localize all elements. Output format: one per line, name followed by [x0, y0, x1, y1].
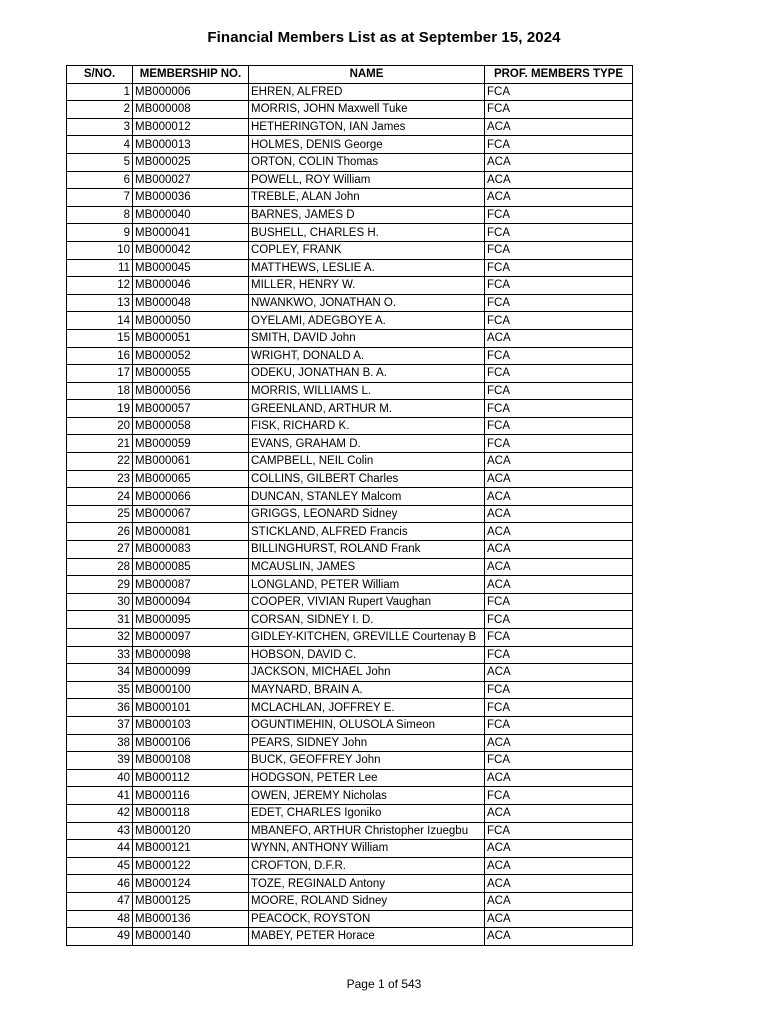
row-membership-no: MB000006 — [133, 83, 249, 101]
table-row — [67, 382, 633, 400]
row-sno: 1 — [67, 83, 133, 101]
table-row — [67, 171, 633, 189]
row-name: CAMPBELL, NEIL Colin — [249, 453, 485, 471]
table-row — [67, 153, 633, 171]
row-membership-no: MB000008 — [133, 101, 249, 119]
table-row — [67, 470, 633, 488]
row-membership-no: MB000025 — [133, 153, 249, 171]
row-members-type: ACA — [485, 928, 633, 946]
row-membership-no: MB000041 — [133, 224, 249, 242]
row-sno: 36 — [67, 699, 133, 717]
row-name: EHREN, ALFRED — [249, 83, 485, 101]
table-row — [67, 681, 633, 699]
table-row — [67, 241, 633, 259]
row-name: GIDLEY-KITCHEN, GREVILLE Courtenay B — [249, 629, 485, 647]
row-name: STICKLAND, ALFRED Francis — [249, 523, 485, 541]
table-row — [67, 875, 633, 893]
table-row — [67, 136, 633, 154]
header-sno: S/NO. — [67, 66, 133, 84]
row-members-type: FCA — [485, 629, 633, 647]
row-name: OGUNTIMEHIN, OLUSOLA Simeon — [249, 716, 485, 734]
table-row — [67, 558, 633, 576]
row-sno: 38 — [67, 734, 133, 752]
table-row — [67, 101, 633, 119]
row-sno: 4 — [67, 136, 133, 154]
table-row — [67, 488, 633, 506]
row-sno: 30 — [67, 593, 133, 611]
table-row — [67, 83, 633, 101]
row-name: NWANKWO, JONATHAN O. — [249, 294, 485, 312]
row-sno: 3 — [67, 118, 133, 136]
table-row — [67, 593, 633, 611]
table-row — [67, 611, 633, 629]
row-members-type: FCA — [485, 241, 633, 259]
row-sno: 26 — [67, 523, 133, 541]
row-membership-no: MB000108 — [133, 752, 249, 770]
row-members-type: FCA — [485, 312, 633, 330]
row-name: SMITH, DAVID John — [249, 329, 485, 347]
row-sno: 27 — [67, 541, 133, 559]
row-sno: 18 — [67, 382, 133, 400]
row-name: OYELAMI, ADEGBOYE A. — [249, 312, 485, 330]
row-name: PEARS, SIDNEY John — [249, 734, 485, 752]
row-members-type: FCA — [485, 646, 633, 664]
row-membership-no: MB000099 — [133, 664, 249, 682]
table-row — [67, 417, 633, 435]
row-name: BUCK, GEOFFREY John — [249, 752, 485, 770]
row-sno: 33 — [67, 646, 133, 664]
row-name: MAYNARD, BRAIN A. — [249, 681, 485, 699]
row-membership-no: MB000136 — [133, 910, 249, 928]
table-row — [67, 224, 633, 242]
row-members-type: FCA — [485, 417, 633, 435]
table-row — [67, 646, 633, 664]
table-row — [67, 892, 633, 910]
row-members-type: ACA — [485, 470, 633, 488]
row-membership-no: MB000103 — [133, 716, 249, 734]
row-members-type: ACA — [485, 892, 633, 910]
row-membership-no: MB000045 — [133, 259, 249, 277]
row-members-type: FCA — [485, 294, 633, 312]
row-sno: 45 — [67, 857, 133, 875]
row-membership-no: MB000052 — [133, 347, 249, 365]
row-name: BILLINGHURST, ROLAND Frank — [249, 541, 485, 559]
table-row — [67, 329, 633, 347]
row-name: TREBLE, ALAN John — [249, 189, 485, 207]
row-members-type: ACA — [485, 153, 633, 171]
table-row — [67, 822, 633, 840]
table-row — [67, 189, 633, 207]
table-row — [67, 910, 633, 928]
row-members-type: ACA — [485, 505, 633, 523]
row-membership-no: MB000087 — [133, 576, 249, 594]
row-members-type: ACA — [485, 857, 633, 875]
row-membership-no: MB000012 — [133, 118, 249, 136]
row-membership-no: MB000042 — [133, 241, 249, 259]
row-name: POWELL, ROY William — [249, 171, 485, 189]
row-name: BARNES, JAMES D — [249, 206, 485, 224]
row-membership-no: MB000097 — [133, 629, 249, 647]
header-membership-no: MEMBERSHIP NO. — [133, 66, 249, 84]
row-membership-no: MB000081 — [133, 523, 249, 541]
row-members-type: ACA — [485, 840, 633, 858]
table-row — [67, 259, 633, 277]
table-body — [67, 83, 633, 945]
row-name: MATTHEWS, LESLIE A. — [249, 259, 485, 277]
row-members-type: ACA — [485, 769, 633, 787]
header-prof-members-type: PROF. MEMBERS TYPE — [485, 66, 633, 84]
row-sno: 41 — [67, 787, 133, 805]
row-members-type: ACA — [485, 541, 633, 559]
row-name: COPLEY, FRANK — [249, 241, 485, 259]
table-row — [67, 804, 633, 822]
row-name: LONGLAND, PETER William — [249, 576, 485, 594]
row-name: MORRIS, WILLIAMS L. — [249, 382, 485, 400]
table-row — [67, 857, 633, 875]
row-name: COLLINS, GILBERT Charles — [249, 470, 485, 488]
row-members-type: ACA — [485, 118, 633, 136]
row-members-type: FCA — [485, 259, 633, 277]
row-membership-no: MB000116 — [133, 787, 249, 805]
row-name: MABEY, PETER Horace — [249, 928, 485, 946]
row-membership-no: MB000120 — [133, 822, 249, 840]
row-members-type: ACA — [485, 804, 633, 822]
row-sno: 15 — [67, 329, 133, 347]
row-sno: 12 — [67, 277, 133, 295]
row-sno: 32 — [67, 629, 133, 647]
row-members-type: FCA — [485, 347, 633, 365]
row-sno: 9 — [67, 224, 133, 242]
row-name: MILLER, HENRY W. — [249, 277, 485, 295]
row-name: JACKSON, MICHAEL John — [249, 664, 485, 682]
row-name: GREENLAND, ARTHUR M. — [249, 400, 485, 418]
row-name: EVANS, GRAHAM D. — [249, 435, 485, 453]
row-name: MCAUSLIN, JAMES — [249, 558, 485, 576]
row-members-type: ACA — [485, 189, 633, 207]
row-sno: 22 — [67, 453, 133, 471]
row-members-type: ACA — [485, 875, 633, 893]
row-membership-no: MB000057 — [133, 400, 249, 418]
row-membership-no: MB000085 — [133, 558, 249, 576]
table-row — [67, 752, 633, 770]
row-members-type: FCA — [485, 822, 633, 840]
row-members-type: FCA — [485, 83, 633, 101]
row-name: OWEN, JEREMY Nicholas — [249, 787, 485, 805]
row-membership-no: MB000125 — [133, 892, 249, 910]
row-membership-no: MB000048 — [133, 294, 249, 312]
row-membership-no: MB000040 — [133, 206, 249, 224]
row-members-type: FCA — [485, 787, 633, 805]
row-sno: 17 — [67, 365, 133, 383]
table-row — [67, 699, 633, 717]
row-sno: 40 — [67, 769, 133, 787]
row-sno: 20 — [67, 417, 133, 435]
row-sno: 8 — [67, 206, 133, 224]
row-sno: 46 — [67, 875, 133, 893]
row-membership-no: MB000140 — [133, 928, 249, 946]
row-membership-no: MB000100 — [133, 681, 249, 699]
row-sno: 7 — [67, 189, 133, 207]
table-row — [67, 523, 633, 541]
row-name: HETHERINGTON, IAN James — [249, 118, 485, 136]
table-row — [67, 206, 633, 224]
row-name: TOZE, REGINALD Antony — [249, 875, 485, 893]
row-members-type: ACA — [485, 558, 633, 576]
row-members-type: FCA — [485, 136, 633, 154]
page-title: Financial Members List as at September 15, 2024 — [207, 29, 561, 46]
row-sno: 11 — [67, 259, 133, 277]
row-name: CORSAN, SIDNEY I. D. — [249, 611, 485, 629]
table-row — [67, 400, 633, 418]
row-sno: 2 — [67, 101, 133, 119]
row-members-type: ACA — [485, 329, 633, 347]
row-name: BUSHELL, CHARLES H. — [249, 224, 485, 242]
row-membership-no: MB000083 — [133, 541, 249, 559]
table-row — [67, 840, 633, 858]
row-sno: 35 — [67, 681, 133, 699]
row-membership-no: MB000056 — [133, 382, 249, 400]
table-row — [67, 118, 633, 136]
row-name: FISK, RICHARD K. — [249, 417, 485, 435]
table-row — [67, 347, 633, 365]
row-name: MOORE, ROLAND Sidney — [249, 892, 485, 910]
row-sno: 14 — [67, 312, 133, 330]
row-membership-no: MB000058 — [133, 417, 249, 435]
row-membership-no: MB000101 — [133, 699, 249, 717]
row-membership-no: MB000098 — [133, 646, 249, 664]
row-sno: 19 — [67, 400, 133, 418]
row-members-type: FCA — [485, 277, 633, 295]
row-membership-no: MB000121 — [133, 840, 249, 858]
row-members-type: FCA — [485, 382, 633, 400]
table-row — [67, 629, 633, 647]
table-row — [67, 365, 633, 383]
row-sno: 48 — [67, 910, 133, 928]
row-name: MBANEFO, ARTHUR Christopher Izuegbu — [249, 822, 485, 840]
row-sno: 49 — [67, 928, 133, 946]
row-members-type: FCA — [485, 593, 633, 611]
row-sno: 13 — [67, 294, 133, 312]
row-name: MORRIS, JOHN Maxwell Tuke — [249, 101, 485, 119]
row-sno: 16 — [67, 347, 133, 365]
row-sno: 10 — [67, 241, 133, 259]
row-membership-no: MB000124 — [133, 875, 249, 893]
row-name: MCLACHLAN, JOFFREY E. — [249, 699, 485, 717]
row-sno: 21 — [67, 435, 133, 453]
row-sno: 29 — [67, 576, 133, 594]
row-members-type: FCA — [485, 435, 633, 453]
table-header — [67, 66, 633, 84]
row-members-type: ACA — [485, 488, 633, 506]
row-members-type: ACA — [485, 453, 633, 471]
row-name: HODGSON, PETER Lee — [249, 769, 485, 787]
table-row — [67, 453, 633, 471]
table-row — [67, 928, 633, 946]
row-sno: 24 — [67, 488, 133, 506]
row-membership-no: MB000106 — [133, 734, 249, 752]
header-row — [67, 66, 633, 84]
row-members-type: ACA — [485, 910, 633, 928]
members-table — [66, 65, 633, 946]
row-membership-no: MB000065 — [133, 470, 249, 488]
row-members-type: FCA — [485, 752, 633, 770]
row-sno: 6 — [67, 171, 133, 189]
row-name: COOPER, VIVIAN Rupert Vaughan — [249, 593, 485, 611]
row-membership-no: MB000066 — [133, 488, 249, 506]
row-members-type: FCA — [485, 400, 633, 418]
row-sno: 47 — [67, 892, 133, 910]
table-row — [67, 505, 633, 523]
row-members-type: ACA — [485, 734, 633, 752]
page-number: Page 1 of 543 — [346, 977, 422, 991]
row-membership-no: MB000061 — [133, 453, 249, 471]
row-members-type: FCA — [485, 101, 633, 119]
row-members-type: ACA — [485, 576, 633, 594]
row-membership-no: MB000122 — [133, 857, 249, 875]
row-name: DUNCAN, STANLEY Malcom — [249, 488, 485, 506]
row-sno: 28 — [67, 558, 133, 576]
row-name: GRIGGS, LEONARD Sidney — [249, 505, 485, 523]
table-row — [67, 435, 633, 453]
table-row — [67, 734, 633, 752]
row-members-type: FCA — [485, 365, 633, 383]
row-name: ORTON, COLIN Thomas — [249, 153, 485, 171]
row-sno: 44 — [67, 840, 133, 858]
row-members-type: FCA — [485, 224, 633, 242]
row-name: WRIGHT, DONALD A. — [249, 347, 485, 365]
row-membership-no: MB000055 — [133, 365, 249, 383]
row-membership-no: MB000027 — [133, 171, 249, 189]
row-membership-no: MB000036 — [133, 189, 249, 207]
row-sno: 31 — [67, 611, 133, 629]
row-name: ODEKU, JONATHAN B. A. — [249, 365, 485, 383]
row-name: EDET, CHARLES Igoniko — [249, 804, 485, 822]
table-row — [67, 664, 633, 682]
row-membership-no: MB000051 — [133, 329, 249, 347]
row-membership-no: MB000050 — [133, 312, 249, 330]
row-sno: 23 — [67, 470, 133, 488]
row-members-type: ACA — [485, 523, 633, 541]
table-row — [67, 769, 633, 787]
row-name: HOBSON, DAVID C. — [249, 646, 485, 664]
row-sno: 42 — [67, 804, 133, 822]
row-members-type: FCA — [485, 611, 633, 629]
row-members-type: ACA — [485, 664, 633, 682]
row-membership-no: MB000059 — [133, 435, 249, 453]
row-name: WYNN, ANTHONY William — [249, 840, 485, 858]
row-members-type: ACA — [485, 171, 633, 189]
row-membership-no: MB000094 — [133, 593, 249, 611]
row-sno: 5 — [67, 153, 133, 171]
table-row — [67, 716, 633, 734]
row-sno: 39 — [67, 752, 133, 770]
table-row — [67, 294, 633, 312]
table-row — [67, 541, 633, 559]
row-sno: 37 — [67, 716, 133, 734]
row-members-type: FCA — [485, 699, 633, 717]
table-row — [67, 312, 633, 330]
table-row — [67, 277, 633, 295]
table-row — [67, 787, 633, 805]
row-members-type: FCA — [485, 206, 633, 224]
row-members-type: FCA — [485, 716, 633, 734]
row-membership-no: MB000013 — [133, 136, 249, 154]
row-sno: 34 — [67, 664, 133, 682]
row-membership-no: MB000067 — [133, 505, 249, 523]
row-name: HOLMES, DENIS George — [249, 136, 485, 154]
row-membership-no: MB000046 — [133, 277, 249, 295]
row-membership-no: MB000118 — [133, 804, 249, 822]
row-name: PEACOCK, ROYSTON — [249, 910, 485, 928]
header-name: NAME — [249, 66, 485, 84]
row-name: CROFTON, D.F.R. — [249, 857, 485, 875]
table-row — [67, 576, 633, 594]
row-membership-no: MB000095 — [133, 611, 249, 629]
row-sno: 25 — [67, 505, 133, 523]
row-membership-no: MB000112 — [133, 769, 249, 787]
row-sno: 43 — [67, 822, 133, 840]
row-members-type: FCA — [485, 681, 633, 699]
